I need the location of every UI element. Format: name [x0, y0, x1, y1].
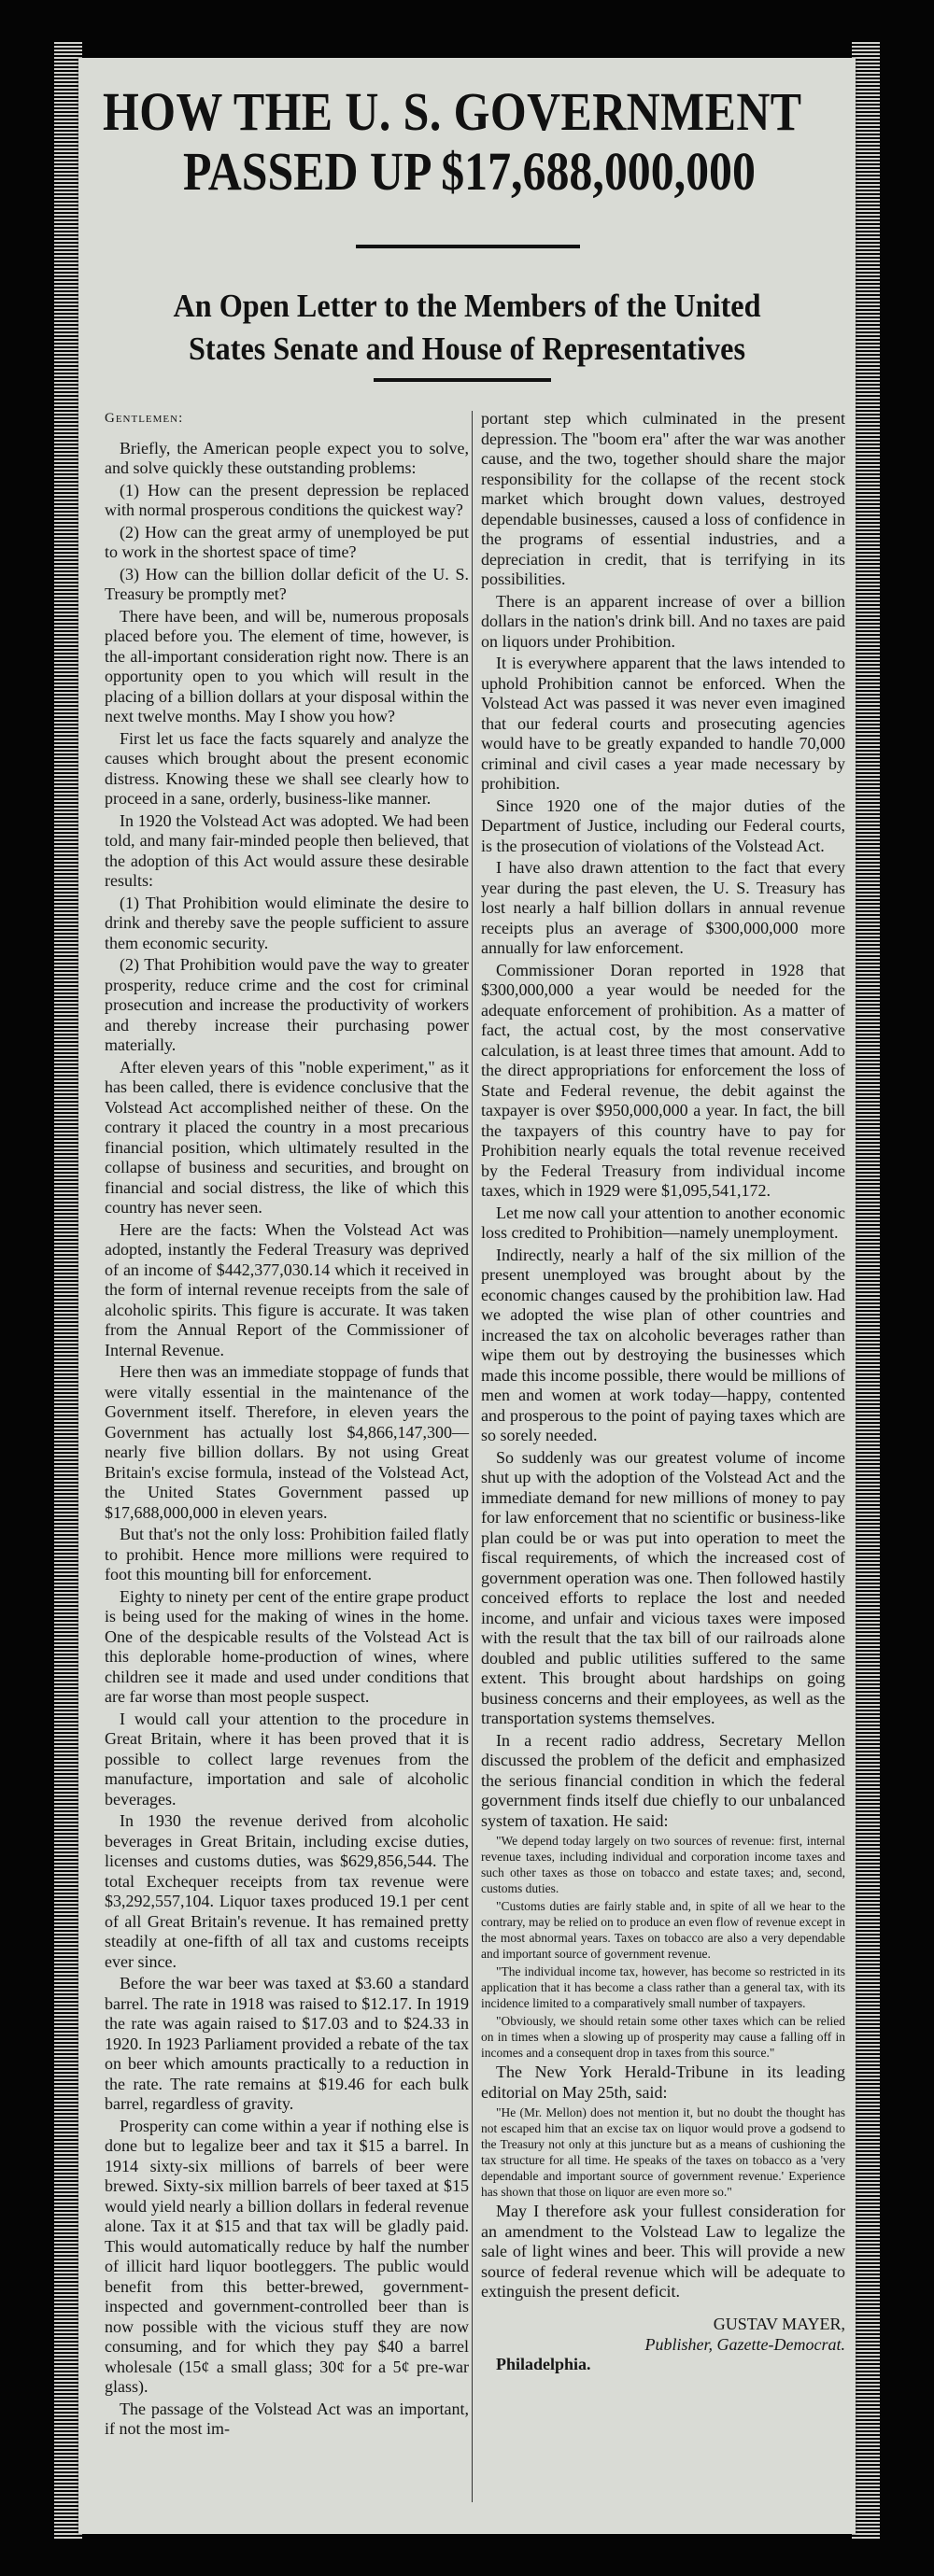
subtitle-rule — [374, 378, 551, 382]
paragraph: The New York Herald-Tribune in its leading editorial on May 25th, said: — [481, 2062, 845, 2102]
paragraph: There have been, and will be, numerous proposals placed before you. The element of time, however, is the all-important consideration right now. There is an opportunity open to you which will result in the placing of a billion dollars at your disposal within the next twelve months. May I show you how? — [105, 606, 469, 725]
paragraph: I would call your attention to the procedure in Great Britain, where it has been proved that it is possible to collect large revenues from the manufacture, importation and sale of alcoholic beverages. — [105, 1709, 469, 1809]
paragraph: It is everywhere apparent that the laws intended to uphold Prohibition cannot be enforced. When the Volstead Act was passed it was never even imagined that our federal courts and prosecuting agencies would have to be greatly expanded to handle 70,000 criminal and civil cases a year made necessary by prohibition. — [481, 654, 845, 793]
herald-quote: "He (Mr. Mellon) does not mention it, but no doubt the thought has not escaped him that an excise tax on liquor would prove a godsend to the Treasury not only at this juncture but as a means of cushioning the tax structure for all time. He speaks of the taxes on tobacco as a 'very dependable and important source of government revenue.' Experience has shown that those on liquor are even more so." — [481, 2105, 845, 2199]
left-column — [105, 409, 469, 2442]
headline-line-2: PASSED UP $17,688,000,000 — [183, 141, 756, 202]
paragraph: There is an apparent increase of over a billion dollars in the nation's drink bill. And no taxes are paid on liquors under Prohibition. — [481, 591, 845, 651]
paragraph: Since 1920 one of the major duties of the Department of Justice, including our Federal courts, is the prosecution of violations of the Volstead Act. — [481, 795, 845, 855]
paragraph: (2) That Prohibition would pave the way to greater prosperity, reduce crime and the cost for criminal prosecution and increase the productivity of workers and thereby increase their purchasing power materially. — [105, 955, 469, 1054]
paragraph: In a recent radio address, Secretary Mellon discussed the problem of the deficit and emphasized the serious financial condition in which the federal government finds itself due chiefly to our unbalanced system of taxation. He said: — [481, 1730, 845, 1830]
subtitle: An Open Letter to the Members of the United States Senate and House of Representatives — [173, 288, 761, 367]
place-line: Philadelphia. — [496, 2354, 591, 2373]
paragraph: In 1930 the revenue derived from alcoholic beverages in Great Britain, including excise duties, licenses and customs duties, was $629,856,544. The total Exchequer receipts from tax revenue were $3,292,557,104. Liquor taxes produced 19.1 per cent of all Great Britain's revenue. It has remained pretty steadily at one-fifth of all tax and customs receipts ever since. — [105, 1811, 469, 1971]
paragraph: Prosperity can come within a year if nothing else is done but to legalize beer and tax it $15 a barrel. In 1914 sixty-six millions of barrels of beer were brewed. Sixty-six million barrels of beer taxed at $15 would yield nearly a billion dollars in federal revenue alone. Tax it at $15 and that tax will be gladly paid. This would automatically reduce by half the number of illicit hard liquor bootleggers. The public would benefit from this better-brewed, government-inspected and government-controlled beer than is now possible with the vicious stuff they are now consuming, and for which they pay $40 a barrel wholesale (15¢ a small glass; 30¢ for a 5¢ pre-war glass). — [105, 2116, 469, 2396]
paragraph: First let us face the facts squarely and analyze the causes which brought about the present economic distress. Knowing these we shall see clearly how to proceed in a sane, orderly, business-like manner. — [105, 728, 469, 808]
signature-name: GUSTAV MAYER, — [713, 2314, 845, 2333]
mellon-quote: "The individual income tax, however, has become so restricted in its application that it has become a class rather than a general tax, with its incidence limited to a comparatively small number of taxpayers. — [481, 1964, 845, 2010]
signature-title: Publisher, Gazette-Democrat. — [644, 2334, 845, 2354]
paragraph: So suddenly was our greatest volume of income shut up with the adoption of the Volstead Act and the immediate demand for new millions of money to pay for law enforcement that no scientific or business-like plan could be or was put into operation to meet the fiscal requirements, of which the increased cost of government operation was one. Then followed hastily conceived efforts to replace the lost and needed income, and unfair and vicious taxes were imposed with the result that the tax bill of our railroads alone doubled and public utilities suffered to the same extent. This brought about hardships on going business concerns and their employees, as well as the transportation systems themselves. — [481, 1447, 845, 1727]
paragraph: (2) How can the great army of unemployed be put to work in the shortest space of time? — [105, 522, 469, 561]
signature-block — [481, 2314, 845, 2355]
paragraph: Eighty to ninety per cent of the entire grape product is being used for the making of wines in the home. One of the despicable results of the Volstead Act is this deplorable home-production of wines, where children see it made and used under conditions that are far worse than most people suspect. — [105, 1586, 469, 1706]
paragraph: portant step which culminated in the present depression. The "boom era" after the war was another cause, and the two, together should share the major responsibility for the collapse of the recent stock market which brought down values, destroyed dependable businesses, caused a loss of confidence in the programs of essential industries, and a depreciation in credit, that is terrifying in its possibilities. — [481, 409, 845, 588]
paragraph: The passage of the Volstead Act was an important, if not the most im- — [105, 2399, 469, 2438]
paragraph: Briefly, the American people expect you to solve, and solve quickly these outstanding problems: — [105, 438, 469, 477]
paragraph: In 1920 the Volstead Act was adopted. We had been told, and many fair-minded people then believed, that the adoption of this Act would assure these desirable results: — [105, 810, 469, 890]
paragraph: But that's not the only loss: Prohibition failed flatly to prohibit. Hence more millions were required to foot this mounting bill for enforcement. — [105, 1525, 469, 1584]
closing-paragraph: May I therefore ask your fullest consideration for an amendment to the Volstead Law to legalize the sale of light wines and beer. This will provide a new source of federal revenue which will be adequate to extinguish the present deficit. — [481, 2202, 845, 2301]
headline-rule — [356, 245, 580, 248]
mellon-quote: "Obviously, we should retain some other taxes which can be relied on in times when a slowing up of prosperity may cause a falling off in incomes and a consequent drop in taxes from this source." — [481, 2014, 845, 2060]
mellon-quote: "We depend today largely on two sources of revenue: first, internal revenue taxes, including individual and corporation income taxes and such other taxes as those on tobacco and estate taxes; and, second, customs duties. — [481, 1834, 845, 1895]
paragraph: After eleven years of this "noble experiment," as it has been called, there is evidence conclusive that the Volstead Act accomplished neither of these. On the contrary it placed the country in a most precarious financial position, which ultimately resulted in the collapse of business and securities, and brought on financial and social distress, the like of which this country has never seen. — [105, 1057, 469, 1217]
paragraph: Here then was an immediate stoppage of funds that were vitally essential in the maintenance of the Government itself. Therefore, in eleven years the Government has actually lost $4,866,147,300—nearly five billion dollars. By not using Great Britain's excise formula, instead of the Volstead Act, the United States Government passed up $17,688,000,000 in eleven years. — [105, 1362, 469, 1522]
right-column — [481, 409, 845, 2376]
paragraph: Let me now call your attention to another economic loss credited to Prohibition—namely unemployment. — [481, 1203, 845, 1242]
paragraph: Indirectly, nearly a half of the six million of the present unemployed was brought about by the economic changes caused by the prohibition law. Had we adopted the wise plan of other countries and increased the tax on alcoholic beverages rather than wipe them out by destroying the businesses which made this income possible, there would be millions of men and women at work today—happy, contented and prosperous to the point of paying taxes which are so sorely needed. — [481, 1245, 845, 1444]
paragraph: Before the war beer was taxed at $3.60 a standard barrel. The rate in 1918 was raised to $12.17. In 1919 the rate was again raised to $17.03 and to $24.33 in 1920. In 1923 Parliament provided a rebate of the tax on beer which amounts practically to a reduction in the rate. The rate remains at $19.46 for each bulk barrel, regardless of gravity. — [105, 1974, 469, 2113]
paragraph: Here are the facts: When the Volstead Act was adopted, instantly the Federal Treasury was deprived of an income of $442,377,030.14 which it received in the form of internal revenue receipts from the sale of alcoholic spirits. This figure is accurate. It was taken from the Annual Report of the Commissioner of Internal Revenue. — [105, 1219, 469, 1359]
paragraph: Commissioner Doran reported in 1928 that $300,000,000 a year would be needed for the adequate enforcement of prohibition. As a matter of fact, the actual cost, by the most conservative calculation, is at least three times that amount. Add to the direct appropriations for enforcement the loss of State and Federal revenue, the debit against the taxpayer is over $950,000,000 a year. In fact, the bill the taxpayers of this country have to pay for Prohibition nearly equals the total revenue received by the Federal Treasury from individual income taxes, which in 1929 were $1,095,541,172. — [481, 960, 845, 1200]
paragraph: I have also drawn attention to the fact that every year during the past eleven, the U. S. Treasury has lost nearly a half billion dollars in annual revenue receipts plus an average of $300,000,000 more annually for law enforcement. — [481, 858, 845, 957]
salutation: Gentlemen: — [105, 411, 184, 426]
mellon-quote: "Customs duties are fairly stable and, in spite of all we hear to the contrary, may be relied on to produce an even flow of revenue except in the most abnormal years. Taxes on tobacco are also a very dependable and important source of government revenue. — [481, 1899, 845, 1961]
column-divider — [472, 411, 473, 2502]
paper-fringe-right — [852, 42, 880, 2539]
paragraph: (1) How can the present depression be replaced with normal prosperous conditions the quickest way? — [105, 480, 469, 519]
paragraph: (1) That Prohibition would eliminate the desire to drink and thereby save the people sufficient to assure them economic security. — [105, 893, 469, 952]
headline-line-1: HOW THE U. S. GOVERNMENT — [103, 81, 802, 142]
paragraph: (3) How can the billion dollar deficit of the U. S. Treasury be promptly met? — [105, 564, 469, 603]
